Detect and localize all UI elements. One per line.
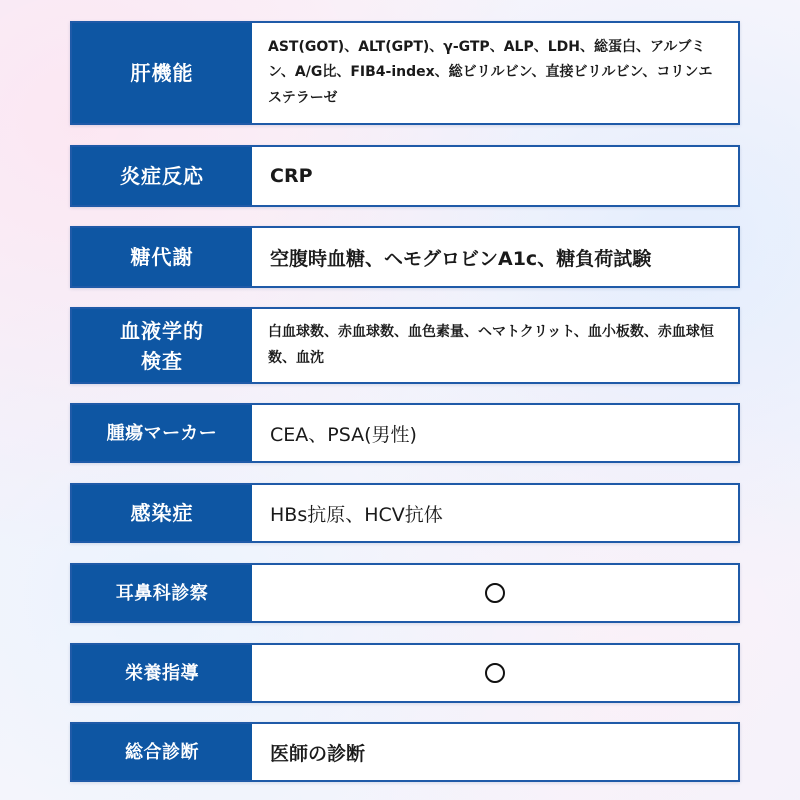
row-value [252,645,738,701]
row-label: 血液学的 検査 [72,309,252,382]
row-label: 糖代謝 [72,228,252,286]
exam-row-glucose-metabolism [70,226,740,288]
exam-row-nutrition-guidance [70,643,740,703]
exam-row-liver-function [70,21,740,125]
row-label: 感染症 [72,485,252,541]
row-value: CRP [270,165,313,187]
exam-row-infection [70,483,740,543]
row-label: 総合診断 [72,724,252,780]
exam-row-ent-exam [70,563,740,623]
row-label: 炎症反応 [72,147,252,205]
row-value: 空腹時血糖、ヘモグロビンA1c、糖負荷試験 [270,247,652,270]
row-value: CEA、PSA(男性) [270,423,417,446]
row-value [252,565,738,621]
row-value: 医師の診断 [270,742,366,765]
row-label: 耳鼻科診察 [72,565,252,621]
exam-row-inflammation [70,145,740,207]
exam-row-tumor-markers [70,403,740,463]
circle-mark-icon [485,663,505,683]
row-value: AST(GOT)、ALT(GPT)、γ-GTP、ALP、LDH、総蛋白、アルブミン、A/G比、FIB4-index、総ビリルビン、直接ビリルビン、コリンエステラーゼ [268,39,713,106]
exam-row-hematology [70,307,740,384]
row-value: 白血球数、赤血球数、血色素量、ヘマトクリット、血小板数、赤血球恒数、血沈 [268,324,714,366]
circle-mark-icon [485,583,505,603]
row-value: HBs抗原、HCV抗体 [270,503,443,526]
row-label: 肝機能 [72,23,252,123]
exam-row-comprehensive-diagnosis [70,722,740,782]
row-label: 栄養指導 [72,645,252,701]
row-label: 腫瘍マーカー [72,405,252,461]
